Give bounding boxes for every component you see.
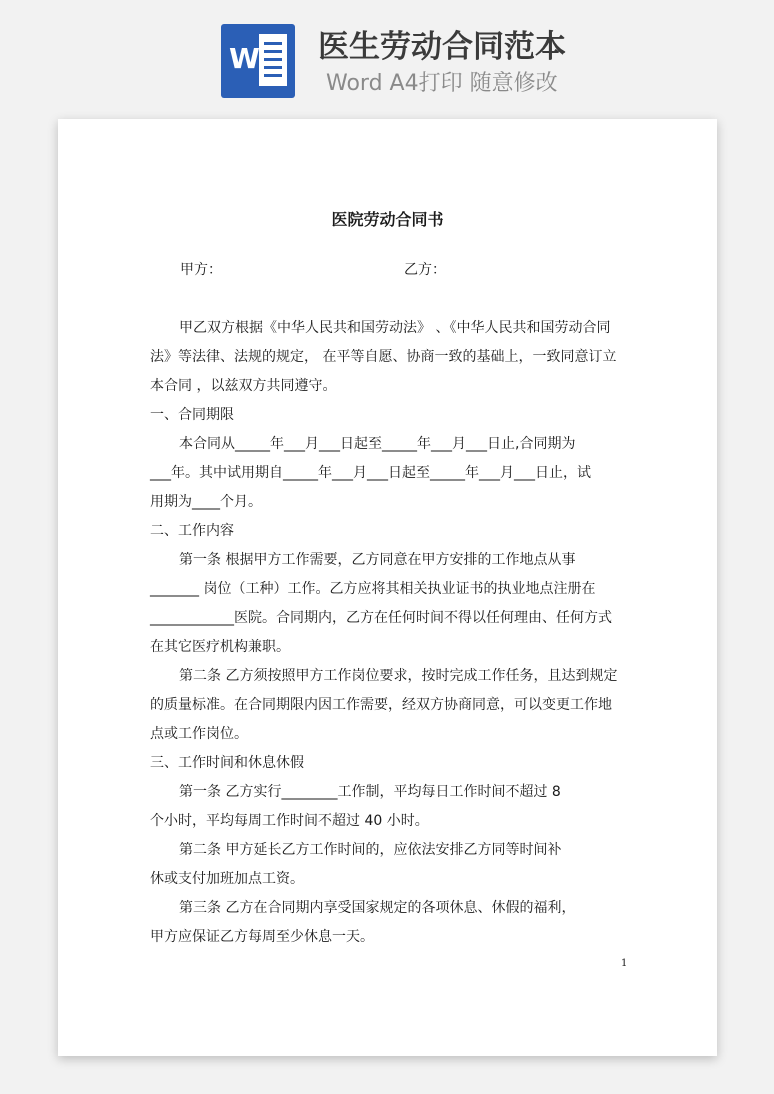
paragraph-line: 法》等法律、法规的规定， 在平等自愿、协商一致的基础上，一致同意订立: [150, 349, 617, 365]
paragraph-line: _______ 岗位（工种）工作。乙方应将其相关执业证书的执业地点注册在: [150, 581, 596, 597]
section-heading: 三、工作时间和休息休假: [150, 755, 304, 771]
paragraph-line: 用期为____个月。: [150, 494, 262, 510]
paragraph-line: 第一条 乙方实行________工作制，平均每日工作时间不超过 8: [179, 784, 561, 800]
paragraph-line: 甲乙双方根据《中华人民共和国劳动法》 、《中华人民共和国劳动合同: [179, 320, 611, 336]
word-document-icon-page: [259, 34, 287, 86]
paragraph-line: 点或工作岗位。: [150, 726, 248, 742]
paragraph-line: 休或支付加班加点工资。: [150, 871, 304, 887]
paragraph-line: 在其它医疗机构兼职。: [150, 639, 290, 655]
paragraph-line: 第二条 乙方须按照甲方工作岗位要求，按时完成工作任务，且达到规定: [179, 668, 618, 684]
paragraph-line: 本合同从_____年___月___日起至_____年___月___日止,合同期为: [179, 436, 576, 452]
paragraph-line: 本合同 ，以兹双方共同遵守。: [150, 378, 337, 394]
header: [0, 0, 774, 118]
party-a-label: 甲方：: [180, 262, 222, 278]
paragraph-line: ___年。其中试用期自_____年___月___日起至_____年___月___日止，试: [150, 465, 591, 481]
page-title: 医生劳动合同范本: [318, 29, 566, 65]
paragraph-line: 的质量标准。在合同期限内因工作需要，经双方协商同意，可以变更工作地: [150, 697, 612, 713]
paragraph-line: 甲方应保证乙方每周至少休息一天。: [150, 929, 374, 945]
document-title: 医院劳动合同书: [331, 210, 444, 229]
document-page: [58, 119, 717, 1056]
paragraph-line: 个小时，平均每周工作时间不超过 40 小时。: [150, 813, 429, 829]
word-icon-letter: W: [229, 42, 260, 75]
page-subtitle: Word A4打印 随意修改: [326, 71, 558, 96]
party-b-label: 乙方：: [404, 262, 446, 278]
paragraph-line: 第二条 甲方延长乙方工作时间的，应依法安排乙方同等时间补: [179, 842, 562, 858]
paragraph-line: ____________医院。合同期内，乙方在任何时间不得以任何理由、任何方式: [150, 610, 612, 626]
page-number: 1: [621, 958, 628, 969]
section-heading: 二、工作内容: [150, 523, 234, 539]
paragraph-line: 第三条 乙方在合同期内享受国家规定的各项休息、休假的福利，: [179, 900, 576, 916]
paragraph-line: 第一条 根据甲方工作需要，乙方同意在甲方安排的工作地点从事: [179, 552, 576, 568]
word-document-icon: [221, 24, 295, 98]
section-heading: 一、合同期限: [150, 407, 234, 423]
